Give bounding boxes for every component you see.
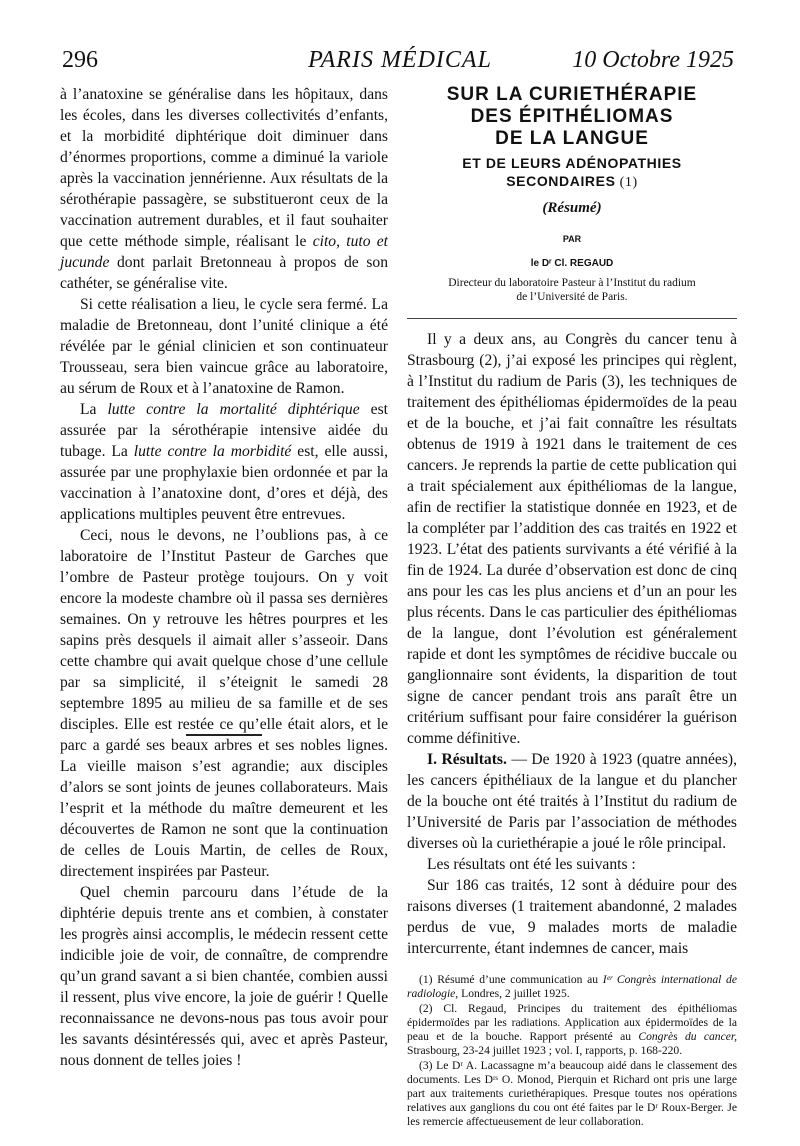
footnote-ref: (1) [615, 175, 638, 190]
article-subtitle-line-1: ET DE LEURS ADÉNOPATHIES [462, 155, 682, 171]
text: — De 1920 à 1923 (quatre années), les cancers épithéliaux de la langue et du plancher de la bouche ont été traités à l’Institut du radium de l’Université de Paris par l’association de méthodes diverses où la curiethérapie a joué le rôle principal. [407, 751, 737, 852]
article-title-line-2: DES ÉPITHÉLIOMAS [470, 106, 674, 127]
running-journal-title: PARIS MÉDICAL [308, 47, 492, 73]
article-title-line-3: DE LA LANGUE [495, 128, 649, 149]
article-paragraph-3: Les résultats ont été les suivants : [427, 856, 636, 873]
page-number: 296 [62, 47, 98, 73]
text: dont parlait Bretonneau à propos de son cathéter, se généralise vite. [60, 254, 388, 292]
latin-quote: cito, tuto et jucunde [60, 233, 388, 271]
text: est, elle aussi, assurée par une prophylaxie bien ordonnée et par la vaccination à l’anatoxine dont, d’ores et déjà, des applications multiples peuvent être entrevues. [60, 443, 388, 523]
by-label: PAR [562, 234, 582, 244]
footnote-1 [407, 973, 737, 1001]
footnotes [407, 973, 737, 1129]
article-subtitle-line-2 [407, 172, 737, 192]
article-title-line-1: SUR LA CURIETHÉRAPIE [446, 84, 698, 105]
emphasis: Iᵉʳ Congrès international de radiologie, [407, 973, 738, 1000]
text: (2) Cl. Regaud, Principes du traitement des épithéliomas épidermoïdes par les radiations. Application aux épidermoïdes de la peau et de la bouche. Rapport présenté au [407, 1002, 737, 1043]
section-end-rule [186, 734, 262, 736]
text: Londres, 2 juillet 1925. [458, 987, 570, 1000]
affiliation-line-1: Directeur du laboratoire Pasteur à l’Institut du radium [448, 277, 696, 289]
left-column [60, 84, 388, 1071]
left-paragraph-3 [60, 399, 388, 525]
text: (1) Résumé d’une communication au [419, 973, 603, 986]
text: La [80, 401, 108, 418]
text: est assurée par la sérothérapie intensive aidée du tubage. La [60, 401, 388, 460]
text: SECONDAIRES [506, 173, 616, 189]
article-paragraph-1: Il y a deux ans, au Congrès du cancer tenu à Strasbourg (2), j’ai exposé les principes qui règlent, à l’Institut du radium de Paris (3), les techniques de traitement des épithéliomas épidermoïdes de la peau et de la bouche, et j’ai fait connaître les résultats obtenus de 1919 à 1921 dans le traitement de ces cancers. Je reprends la partie de cette publication qui a trait spécialement aux épithéliomas de la langue, afin de rectifier la statistique donnée en 1923, et de la compléter par l’addition des cas traités en 1922 et 1923. L’état des patients survivants a été vérifié à la fin de 1924. La durée d’observation est donc de cinq ans pour les cas les plus anciens et d’un an pour les plus récents. Dans le cas particulier des épithéliomas de la langue, dont l’évolution est généralement rapide et dont les symptômes de récidive buccale ou ganglionnaire sont évidents, la disparition de tout signe de cancer pendant trois ans paraît être un critérium suffisant pour faire considérer la guérison comme définitive. [407, 331, 737, 747]
emphasis: lutte contre la morbidité [133, 443, 292, 460]
section-heading: I. Résultats. [427, 751, 507, 768]
title-rule [407, 318, 737, 319]
footnote-2 [407, 1002, 737, 1058]
text: à l’anatoxine se généralise dans les hôpitaux, dans les écoles, dans les diverses collectivités d’enfants, et la morbidité diphtérique doit diminuer dans d’énormes proportions, comme a diminué la variole après la vaccination jennérienne. Aux résultats de la sérothérapie passagère, se substitueront ceux de la vaccination autrement durables, et il faut souhaiter que cette méthode simple, réalisant le [60, 86, 388, 250]
author-affiliation [419, 276, 725, 304]
resume-label: (Résumé) [542, 200, 602, 216]
right-column [407, 84, 737, 1130]
footnote-3: (3) Le Dʳ A. Lacassagne m’a beaucoup aidé dans le classement des documents. Les Dʳˢ O. Monod, Pierquin et Richard ont pris une large part aux traitements curiethérapiques. Presque toutes nos opérations relatives aux ganglions du cou ont été faites par le Dʳ Roux-Berger. Je les remercie affectueusement de leur collaboration. [407, 1059, 737, 1128]
left-paragraph-5: Quel chemin parcouru dans l’étude de la diphtérie depuis trente ans et combien, à constater les progrès ainsi accomplis, le médecin ressent cette indicible joie de voir, de connaître, de comprendre qu’un grand savant a si bien chantée, combien aussi il ressent, plus vive encore, la joie de guérir ! Quelle reconnaissance ne devons-nous pas tous avoir pour les savants désintéressés qui, avec et après Pasteur, nous donnent de telles joies ! [60, 884, 388, 1069]
affiliation-line-2: de l’Université de Paris. [516, 291, 628, 303]
left-paragraph-1 [60, 84, 388, 294]
emphasis: lutte contre la mortalité diphtérique [107, 401, 360, 418]
issue-date: 10 Octobre 1925 [572, 47, 734, 73]
article-paragraph-2 [407, 749, 737, 854]
left-paragraph-2: Si cette réalisation a lieu, le cycle sera fermé. La maladie de Bretonneau, dont l’unité clinique a été révélée par le génial clinicien et son continuateur Trousseau, sera bien vaincue grâce au laboratoire, au sérum de Roux et à l’anatoxine de Ramon. [60, 296, 388, 397]
author-name: le Dʳ Cl. REGAUD [530, 258, 614, 269]
article-paragraph-4: Sur 186 cas traités, 12 sont à déduire pour des raisons diverses (1 traitement abandonné, 2 malades perdus de vue, 9 malades morts de maladie intercurrente, étant indemnes de cancer, mais [407, 877, 737, 957]
text: Strasbourg, 23-24 juillet 1923 ; vol. I, rapports, p. 168-220. [407, 1044, 683, 1057]
left-paragraph-4: Ceci, nous le devons, ne l’oublions pas, à ce laboratoire de l’Institut Pasteur de Garches que l’ombre de Pasteur protège toujours. On y voit encore la modeste chambre où il passa ses dernières semaines. On y retrouve les hêtres pourpres et les sapins près desquels il aimait aller s’asseoir. Dans cette chambre qui avait quelque chose d’une cellule par sa simplicité, il s’éteignit le samedi 28 septembre 1895 au milieu de sa famille et de ses disciples. Elle est restée ce qu’elle était alors, et le parc a gardé ses beaux arbres et ses nobles lignes. La vieille maison s’est agrandie; aux disciples d’alors se sont joints de jeunes collaborateurs. Mais l’esprit et la méthode du maître demeurent et les découvertes de Ramon ne sont que la continuation de celles de Louis Martin, de celles de Roux, directement inspirées par Pasteur. [60, 527, 388, 880]
emphasis: Congrès du cancer, [638, 1030, 738, 1043]
